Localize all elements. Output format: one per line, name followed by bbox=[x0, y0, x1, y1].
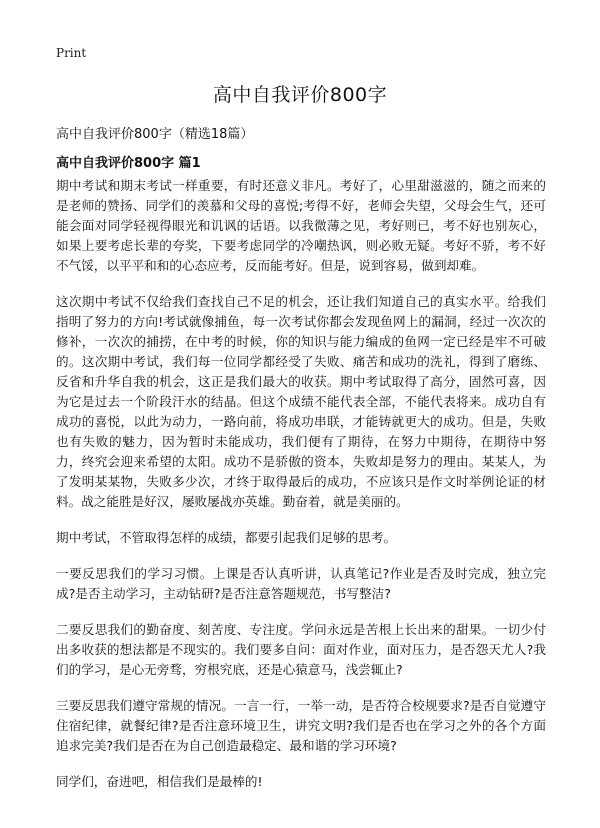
paragraph: 二要反思我们的勤奋度、刻苦度、专注度。学问永远是苦根上长出来的甜果。一切少付出多收获的想法都是不现实的。我们要多自问：面对作业，面对压力，是否怨天尤人?我们的学习，是心无旁骛，穷根究底，还是心猿意马，浅尝辄止? bbox=[56, 622, 546, 677]
section-heading: 高中自我评价800字 篇1 bbox=[56, 156, 201, 171]
document-subtitle: 高中自我评价800字（精选18篇） bbox=[56, 127, 254, 142]
paragraph: 这次期中考试不仅给我们查找自己不足的机会，还让我们知道自己的真实水平。给我们指明了努力的方向!考试就像捕鱼，每一次考试你都会发现鱼网上的漏洞，经过一次次的修补，一次次的捕捞，在中考的时候，你的知识与能力编成的鱼网一定已经是牢不可破的。这次期中考试，我们每一位同学都经受了失败、痛苦和成功的洗礼，得到了磨练、反省和升华自我的机会，这正是我们最大的收获。期中考试取得了高分，固然可喜，因为它是过去一个阶段汗水的结晶。但这个成绩不能代表全部，不能代表将来。成功自有成功的喜悦，以此为动力，一路向前，将成功串联，才能铸就更大的成功。但是，失败也有失败的魅力，因为暂时未能成功，我们便有了期待，在努力中期待，在期待中努力，终究会迎来希望的太阳。成功不是骄傲的资本，失败却是努力的理由。某某人，为了发明某某物，失败多少次，才终于取得最后的成功，不应该只是作文时举例论证的材料。战之能胜是好汉，屡败屡战亦英雄。勤奋着，就是美丽的。 bbox=[56, 294, 546, 509]
paragraph: 一要反思我们的学习习惯。上课是否认真听讲，认真笔记?作业是否及时完成，独立完成?是否主动学习，主动钻研?是否注意答题规范，书写整洁? bbox=[56, 566, 546, 601]
paragraph: 同学们，奋进吧，相信我们是最棒的! bbox=[56, 774, 263, 789]
paragraph: 三要反思我们遵守常规的情况。一言一行，一举一动，是否符合校规要求?是否自觉遵守住宿纪律，就餐纪律?是否注意环境卫生，讲究文明?我们是否也在学习之外的各个方面追求完美?我们是否在为自己创造最稳定、最和谐的学习环境? bbox=[56, 698, 546, 753]
page-title: 高中自我评价800字 bbox=[212, 84, 388, 106]
paragraph: 期中考试和期末考试一样重要，有时还意义非凡。考好了，心里甜滋滋的，随之而来的是老师的赞扬、同学们的羡慕和父母的喜悦;考得不好，老师会失望，父母会生气，还可能会面对同学轻视得眼光和讥讽的话语。以我微薄之见，考好则已，考不好也别灰心，如果上要考虑长辈的夸奖，下要考虑同学的冷嘲热讽，则必败无疑。考好不骄，考不好不气馁，以平平和和的心态应考，反而能考好。但是，说到容易，做到却难。 bbox=[56, 178, 546, 273]
article-body bbox=[56, 176, 546, 808]
paragraph: 期中考试，不管取得怎样的成绩，都要引起我们足够的思考。 bbox=[56, 530, 397, 545]
print-link[interactable]: Print bbox=[56, 46, 87, 60]
